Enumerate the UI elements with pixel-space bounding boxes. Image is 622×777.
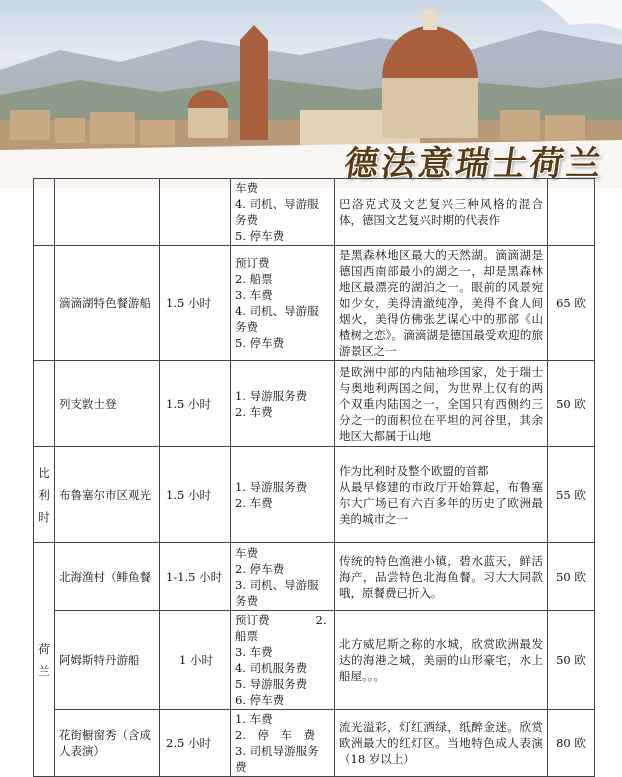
include-line: 4. 司机、导游服务费 xyxy=(235,197,319,227)
include-line: 车费 xyxy=(235,545,258,560)
table-row xyxy=(34,611,595,710)
include-line: 5. 停车费 xyxy=(235,336,285,350)
includes xyxy=(231,246,335,361)
include-line: 6. 停车费 xyxy=(235,693,285,707)
include-line: 2. 停车费 xyxy=(235,561,285,576)
country-cell xyxy=(34,246,55,361)
description: 是欧洲中部的内陆袖珍国家，处于瑞士与奥地利两国之间，为世界上仅有的两个双重内陆国之一，全国只有西侧约三分之一的面积位在平坦的河谷里，其余地区大都属于山地 xyxy=(335,361,548,447)
country-name: 荷兰 xyxy=(38,641,50,678)
includes xyxy=(231,179,335,246)
header-banner xyxy=(0,0,622,188)
include-line: 车费 xyxy=(235,181,258,195)
excursion-price-table xyxy=(33,178,595,777)
include-line: 3. 车费 xyxy=(235,645,273,659)
country-cell-netherlands xyxy=(34,543,55,777)
include-line: 预订费 xyxy=(235,256,270,270)
country-cell-belgium xyxy=(34,447,55,543)
item-name: 花街橱窗秀（含成人表演） xyxy=(55,710,160,777)
table-row xyxy=(34,447,595,543)
price: 65 欧 xyxy=(548,246,595,361)
price: 80 欧 xyxy=(548,710,595,777)
include-line: 预订费 2. 船票 xyxy=(235,613,327,643)
include-line: 2. 车费 xyxy=(235,404,273,419)
item-name: 阿姆斯特丹游船 xyxy=(55,611,160,710)
include-line: 1. 导游服务费 xyxy=(235,479,308,494)
includes xyxy=(231,611,335,710)
include-line: 3. 车费 xyxy=(235,288,273,302)
duration: 2.5 小时 xyxy=(160,710,231,777)
price xyxy=(548,179,595,246)
include-line: 2. 停 车 费 xyxy=(235,728,315,742)
banner-title: 德法意瑞士荷兰 xyxy=(341,144,607,184)
description: 是黑森林地区最大的天然湖。滴滴湖是德国西南部最小的湖之一，却是黑森林地区最漂亮的湖泊之一。眼前的风景宛如少女，美得清澈纯净，美得不食人间烟火，美得仿佛张艺谋心中的那部《山楂树之恋》。滴滴湖是德国最受欢迎的旅游景区之一 xyxy=(335,246,548,361)
include-line: 5. 导游服务费 xyxy=(235,677,308,691)
include-line: 4. 司机服务费 xyxy=(235,661,308,675)
item-name: 滴滴湖特色餐游船 xyxy=(55,246,160,361)
price: 50 欧 xyxy=(548,543,595,611)
includes xyxy=(231,543,335,611)
include-line: 1. 导游服务费 xyxy=(235,388,308,403)
include-line: 5. 停车费 xyxy=(235,229,285,243)
table-row xyxy=(34,246,595,361)
include-line: 2. 车费 xyxy=(235,495,273,510)
description: 作为比利时及整个欧盟的首都 从最早修建的市政厅开始算起，布鲁塞尔大广场已有六百多年的历史了欧洲最美的城市之一 xyxy=(335,447,548,543)
include-line: 1. 车费 xyxy=(235,712,273,726)
item-name: 布鲁塞尔市区观光 xyxy=(55,447,160,543)
includes xyxy=(231,447,335,543)
include-line: 3. 司机导游服务费 xyxy=(235,744,319,774)
duration: 1.5 小时 xyxy=(160,246,231,361)
item-name xyxy=(55,179,160,246)
include-line: 3. 司机、导游服务费 xyxy=(235,577,319,608)
duration: 1 小时 xyxy=(160,611,231,710)
item-name: 北海渔村（鲱鱼餐 xyxy=(55,543,160,611)
table-row xyxy=(34,179,595,246)
duration: 1.5 小时 xyxy=(160,447,231,543)
includes xyxy=(231,710,335,777)
price: 55 欧 xyxy=(548,447,595,543)
description: 北方威尼斯之称的水城，欣赏欧洲最发达的海港之城，美丽的山形豪宅，水上船屋。。。 xyxy=(335,611,548,710)
country-name: 比利时 xyxy=(38,465,50,524)
include-line: 4. 司机、导游服务费 xyxy=(235,304,319,334)
item-name: 列支敦士登 xyxy=(55,361,160,447)
description: 流光溢彩，灯红酒绿，纸醉金迷。欣赏欧洲最大的红灯区。当地特色成人表演（18 岁以上） xyxy=(335,710,548,777)
includes xyxy=(231,361,335,447)
duration: 1-1.5 小时 xyxy=(160,543,231,611)
include-line: 2. 船票 xyxy=(235,272,273,286)
price: 50 欧 xyxy=(548,611,595,710)
table-row xyxy=(34,543,595,611)
duration: 1.5 小时 xyxy=(160,361,231,447)
duration xyxy=(160,179,231,246)
price: 50 欧 xyxy=(548,361,595,447)
table-row xyxy=(34,361,595,447)
country-cell xyxy=(34,361,55,447)
description: 传统的特色渔港小镇，碧水蓝天，鲜活海产，品尝特色北海鱼餐。习大大同款哦，原餐费已折入。 xyxy=(335,543,548,611)
country-cell xyxy=(34,179,55,246)
description: 巴洛克式及文艺复兴三种风格的混合体，德国文艺复兴时期的代表作 xyxy=(335,179,548,246)
table-row xyxy=(34,710,595,777)
